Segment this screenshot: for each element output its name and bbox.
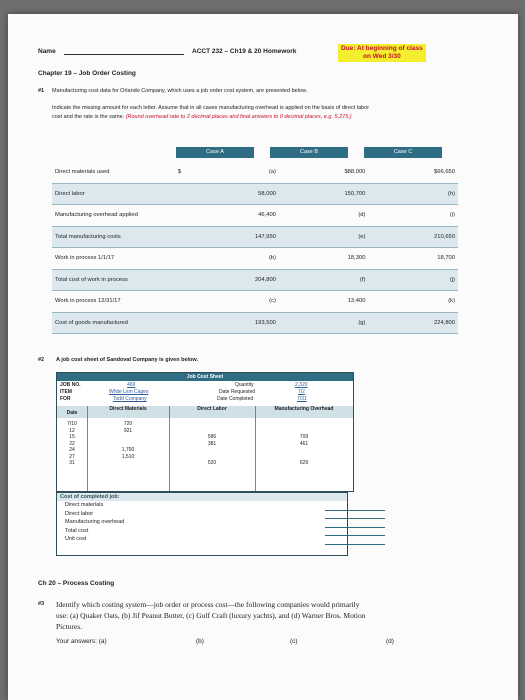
due-note <box>338 44 426 62</box>
q3-number: #3 <box>38 601 45 607</box>
entry-labor: 586 <box>207 434 217 440</box>
q1-instruction-1: Indicate the missing amount for each letter. Assume that in all cases manufacturing overhead is applied on the basis of direct labor <box>52 105 370 111</box>
answer-blank-labor[interactable] <box>325 518 385 519</box>
entry-materials: 1,510 <box>121 453 135 460</box>
row-label: Direct materials used <box>52 162 175 183</box>
coc-unit-cost: Unit cost <box>65 536 87 542</box>
date-completed-value: 7/31 <box>297 396 307 402</box>
col-manufacturing-overhead: Manufacturing Overhead <box>274 406 334 412</box>
row-label: Work in process 12/31/17 <box>52 291 175 313</box>
case-c-value: (h) <box>368 183 458 205</box>
chapter19-title: Chapter 19 – Job Order Costing <box>38 70 136 77</box>
due-line2: on Wed 3/30 <box>362 53 401 60</box>
case-c-value: $66,650 <box>368 162 458 183</box>
dollar-sign <box>175 291 190 313</box>
cost-row <box>52 183 458 205</box>
entry-date: 24 <box>69 447 75 453</box>
case-b-value: 150,700 <box>279 183 369 205</box>
case-b-value: 18,300 <box>279 248 369 270</box>
case-c-value: (i) <box>368 205 458 227</box>
name-label: Name <box>38 48 56 55</box>
q2-text: A job cost sheet of Sandoval Company is given below. <box>56 357 199 363</box>
cost-row <box>52 226 458 248</box>
entry-labor: 381 <box>207 440 217 447</box>
col-direct-labor: Direct Labor <box>197 406 227 412</box>
row-label: Work in process 1/1/17 <box>52 248 175 270</box>
cost-row <box>52 248 458 270</box>
answer-blank-materials[interactable] <box>325 510 385 511</box>
cost-row <box>52 205 458 227</box>
q1-number: #1 <box>38 88 45 94</box>
q1-instruction-red: (Round overhead rate to 2 decimal places and final answers to 0 decimal places, e.g. 5,275.) <box>125 114 352 120</box>
q1-instruction-2 <box>52 114 352 120</box>
date-completed-label: Date Completed <box>217 396 254 402</box>
dollar-sign <box>175 205 190 227</box>
quantity-label: Quantity <box>235 382 254 388</box>
q1-text: Manufacturing cost data for Orlando Company, which uses a job order cost system, are presented below. <box>52 88 308 94</box>
job-no-label: JOB NO. <box>60 382 81 388</box>
q3-line1: Identify which costing system—job order or process cost—the following companies would primarily <box>56 600 360 609</box>
dollar-sign <box>175 183 190 205</box>
cost-row <box>52 291 458 313</box>
item-value: White Lion Cages <box>109 389 149 395</box>
coc-items <box>57 501 347 544</box>
coc-direct-materials: Direct materials <box>65 502 104 508</box>
col-case-b: Case B <box>270 147 348 158</box>
dollar-sign <box>175 226 190 248</box>
case-a-value: (a) <box>189 162 279 183</box>
cost-row <box>52 269 458 291</box>
case-b-value: (d) <box>279 205 369 227</box>
dollar-sign <box>175 269 190 291</box>
dollar-sign <box>175 312 190 334</box>
worksheet-page <box>8 14 518 700</box>
entry-materials: 720 <box>123 421 133 427</box>
answers-a-label: Your answers: (a) <box>56 638 107 645</box>
due-line1: Due: At beginning of class <box>341 45 423 52</box>
quantity-value: 2,320 <box>295 382 308 388</box>
cost-row <box>52 162 458 183</box>
q3-line2: use: (a) Quaker Oats, (b) Jif Peanut Butter, (c) Gulf Craft (luxury yachts), and (d) Warner Bros. Motion <box>56 611 366 620</box>
answer-blank-total[interactable] <box>325 535 385 536</box>
item-label: ITEM <box>60 389 72 395</box>
job-cost-sheet-title: Job Cost Sheet <box>57 373 353 381</box>
date-requested-value: 7/2 <box>298 389 305 395</box>
cost-row <box>52 312 458 334</box>
case-a-value: 193,500 <box>189 312 279 334</box>
q3-line3: Pictures. <box>56 622 83 631</box>
case-a-value: (c) <box>189 291 279 313</box>
answer-blank-overhead[interactable] <box>325 527 385 528</box>
chapter20-title: Ch 20 – Process Costing <box>38 580 115 587</box>
entry-date: 31 <box>69 460 75 466</box>
col-case-c: Case C <box>364 147 442 158</box>
answer-blank-unit[interactable] <box>325 544 385 545</box>
date-requested-label: Date Requested <box>219 389 256 395</box>
case-b-value: $88,000 <box>279 162 369 183</box>
answers-c-label: (c) <box>290 638 298 645</box>
row-label: Total cost of work in process <box>52 269 175 291</box>
dollar-sign <box>175 248 190 270</box>
for-value: Todd Company <box>113 396 147 402</box>
q2-number: #2 <box>38 357 45 363</box>
for-label: FOR <box>60 396 71 402</box>
course-title: ACCT 232 – Ch19 & 20 Homework <box>192 48 297 55</box>
dollar-sign: $ <box>175 162 190 183</box>
entry-date: 22 <box>69 440 75 447</box>
col-date: Date <box>66 410 78 416</box>
case-a-value: 58,000 <box>189 183 279 205</box>
case-c-value: 18,700 <box>368 248 458 270</box>
coc-total-cost: Total cost <box>65 527 89 534</box>
job-no-value: 469 <box>127 382 136 388</box>
case-a-value: 46,400 <box>189 205 279 227</box>
case-a-value: 147,950 <box>189 226 279 248</box>
case-c-value: 210,650 <box>368 226 458 248</box>
entry-overhead: 709 <box>299 434 309 440</box>
job-cost-sheet <box>56 372 354 492</box>
case-b-value: 13,400 <box>279 291 369 313</box>
entry-date: 27 <box>69 453 75 460</box>
case-c-value: (j) <box>368 269 458 291</box>
case-b-value: (e) <box>279 226 369 248</box>
entry-date: 12 <box>69 427 75 434</box>
case-c-value: (k) <box>368 291 458 313</box>
answers-b-label: (b) <box>196 638 204 645</box>
cost-data-table <box>52 162 458 334</box>
answers-d-label: (d) <box>386 638 394 645</box>
case-b-value: (g) <box>279 312 369 334</box>
row-label: Direct labor <box>52 183 175 205</box>
entry-labor: 520 <box>207 460 217 466</box>
coc-manufacturing-overhead: Manufacturing overhead <box>65 519 125 525</box>
row-label: Total manufacturing costs <box>52 226 175 248</box>
entry-materials: 1,700 <box>121 447 135 453</box>
entry-overhead: 461 <box>299 440 309 447</box>
entry-date: 7/10 <box>67 421 77 427</box>
case-c-value: 224,800 <box>368 312 458 334</box>
case-b-value: (f) <box>279 269 369 291</box>
q1-instruction-plain: cost and the rate is the same. <box>52 114 125 120</box>
coc-direct-labor: Direct labor <box>65 510 94 517</box>
row-label: Manufacturing overhead applied <box>52 205 175 227</box>
coc-title: Cost of completed job: <box>57 493 347 501</box>
cost-of-completed-job <box>56 492 348 556</box>
q3-text <box>56 599 366 632</box>
entry-materials: 921 <box>123 427 133 434</box>
entry-date: 15 <box>69 434 75 440</box>
row-label: Cost of goods manufactured <box>52 312 175 334</box>
col-direct-materials: Direct Materials <box>109 406 147 412</box>
case-a-value: 204,800 <box>189 269 279 291</box>
name-blank[interactable] <box>64 54 184 55</box>
case-a-value: (b) <box>189 248 279 270</box>
entry-overhead: 629 <box>299 460 309 466</box>
col-case-a: Case A <box>176 147 254 158</box>
